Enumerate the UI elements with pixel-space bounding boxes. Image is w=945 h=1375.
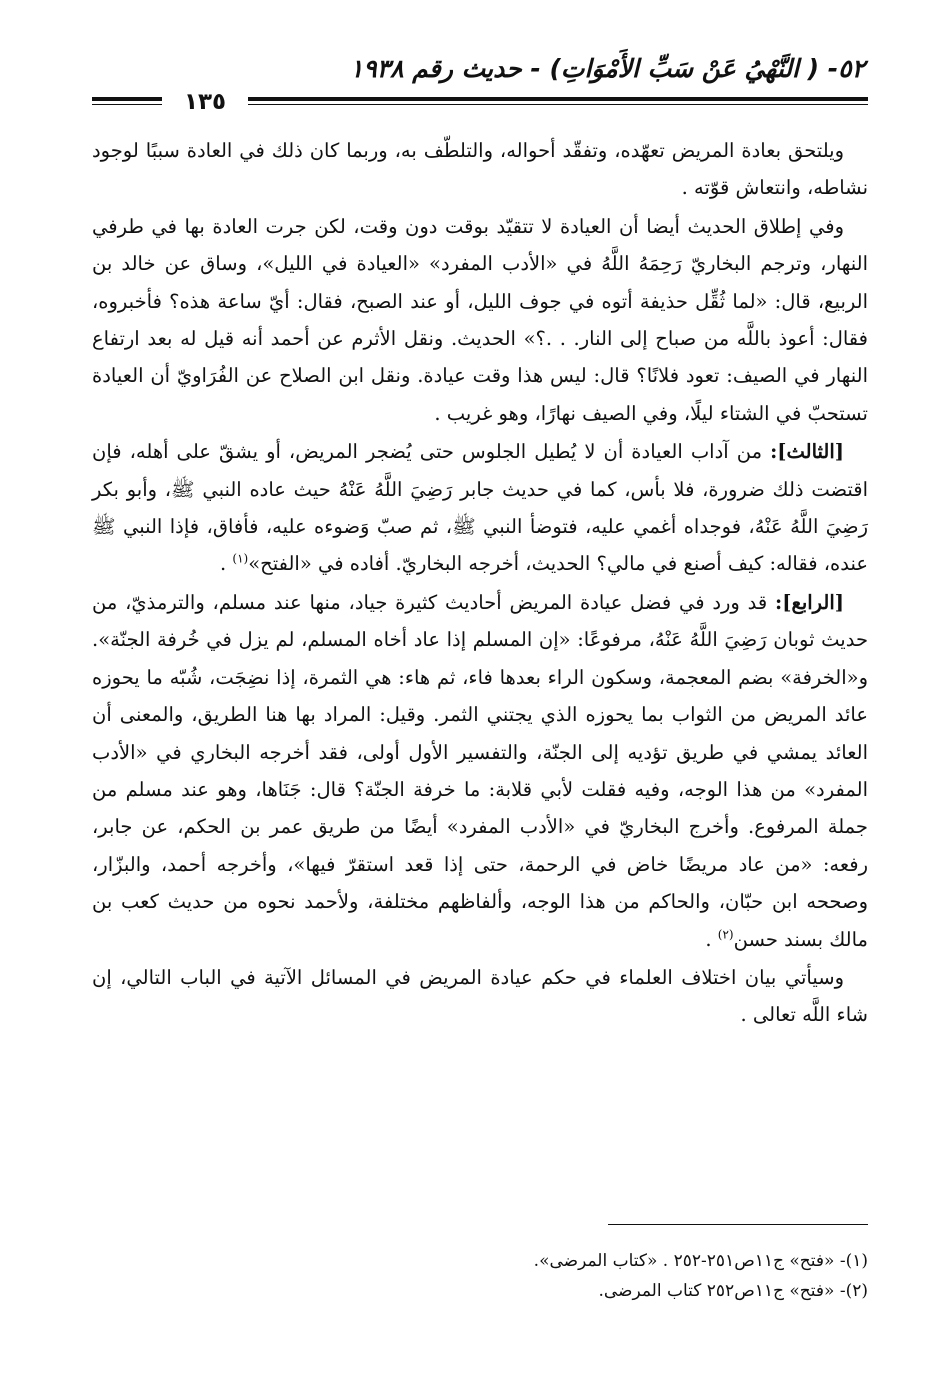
footnotes	[92, 1246, 868, 1306]
footnote-reference: (٢)	[717, 927, 734, 942]
paragraph-end: .	[705, 927, 718, 951]
paragraph	[92, 132, 868, 207]
paragraph	[92, 959, 868, 1034]
running-header-title: ٥٢- ( النَّهْيُ عَنْ سَبِّ الأَمْوَاتِ) - حديث رقم ١٩٣٨	[349, 54, 865, 83]
header-rule-left-thin	[92, 104, 162, 105]
paragraph	[92, 433, 868, 583]
main-text	[92, 132, 868, 1034]
header-rule	[248, 97, 868, 101]
paragraph	[92, 208, 868, 432]
header-rule-thin	[248, 104, 868, 105]
paragraph-text: وفي إطلاق الحديث أيضا أن العيادة لا تتقيّد بوقت دون وقت، لكن جرت العادة بها في طرفي النهار، وترجم البخاريّ رَحِمَهُ اللَّهُ في «الأدب المفرد» «العيادة في الليل»، وساق عن خالد بن الربيع، قال: «لما ثُقِّل حذيفة أتوه في جوف الليل، أو عند الصبح، فقال: أيّ ساعة هذه؟ فأخبروه، فقال: أعوذ باللَّه من صباح إلى النار. . .؟» الحديث. ونقل الأثرم عن أحمد أنه قيل له بعد ارتفاع النهار في الصيف: تعود فلانًا؟ قال: ليس هذا وقت عيادة. ونقل ابن الصلاح عن الفُرَاويّ أن العيادة تستحبّ في الشتاء ليلًا، وفي الصيف نهارًا، وهو غريب .	[92, 214, 868, 425]
page-number: ١٣٥	[183, 89, 227, 115]
footnote: (٢)- «فتح» ج١١ص٢٥٢ كتاب المرضى.	[598, 1281, 868, 1301]
paragraph-text: من آداب العيادة أن لا يُطيل الجلوس حتى يُضجر المريض، أو يشقّ على أهله، فإن اقتضت ذلك ضرورة، فلا بأس، كما في حديث جابر رَضِيَ اللَّهُ عَنْهُ حيث عاده النبي ﷺ، وأبو بكر رَضِيَ اللَّهُ عَنْهُ، فوجداه أغمي عليه، فتوضأ النبي ﷺ، ثم صبّ وَضوءه عليه، فأفاق، فإذا النبي ﷺ عنده، فقاله: كيف أصنع في مالي؟ الحديث، أخرجه البخاريّ. أفاده في «الفتح»	[92, 440, 868, 576]
footnote-reference: (١)	[232, 551, 249, 566]
footnote: (١)- «فتح» ج١١ص٢٥١-٢٥٢ . «كتاب المرضى».	[533, 1251, 868, 1271]
section-label: [الثالث]:	[770, 440, 845, 464]
paragraph-text: وسيأتي بيان اختلاف العلماء في حكم عيادة المريض في المسائل الآتية في الباب التالي، إن شاء اللَّه تعالى .	[92, 965, 868, 1027]
section-label: [الرابع]:	[775, 590, 845, 614]
paragraph-text: قد ورد في فضل عيادة المريض أحاديث كثيرة جياد، منها عند مسلم، والترمذيّ، من حديث ثوبان رَضِيَ اللَّهُ عَنْهُ، مرفوعًا: «إن المسلم إذا عاد أخاه المسلم، لم يزل في خُرفة الجنّة». و«الخرفة» بضم المعجمة، وسكون الراء بعدها فاء، ثم هاء: هي الثمرة، إذا نضِجَت، شُبّه ما يحوزه عائد المريض من الثواب بما يحوزه الذي يجتني الثمر. وقيل: المراد بها هنا الطريق، والمعنى أن العائد يمشي في طريق تؤديه إلى الجنّة، والتفسير الأول أولى، فقد أخرجه البخاري في «الأدب المفرد» من هذا الوجه، وفيه فقلت لأبي قلابة: ما خرفة الجنّة؟ قال: جَنَاها، وهو عند مسلم من جملة المرفوع. وأخرج البخاريّ في «الأدب المفرد» أيضًا من طريق عمر بن الحكم، عن جابر، رفعه: «من عاد مريضًا خاض في الرحمة، حتى إذا قعد استقرّ فيها»، وأخرجه أحمد، والبزّار، وصححه ابن حبّان، والحاكم من هذا الوجه، وألفاظهم مختلفة، ولأحمد نحوه من حديث كعب بن مالك بسند حسن	[92, 590, 868, 951]
header-rule-left	[92, 97, 162, 101]
paragraph-text: ويلتحق بعادة المريض تعهّده، وتفقّد أحواله، والتلطّف به، وربما كان ذلك في العادة سببًا لوجود نشاطه، وانتعاش قوّته .	[92, 139, 868, 200]
paragraph-end: .	[219, 552, 233, 576]
footnote-separator	[608, 1224, 868, 1225]
paragraph	[92, 584, 868, 958]
